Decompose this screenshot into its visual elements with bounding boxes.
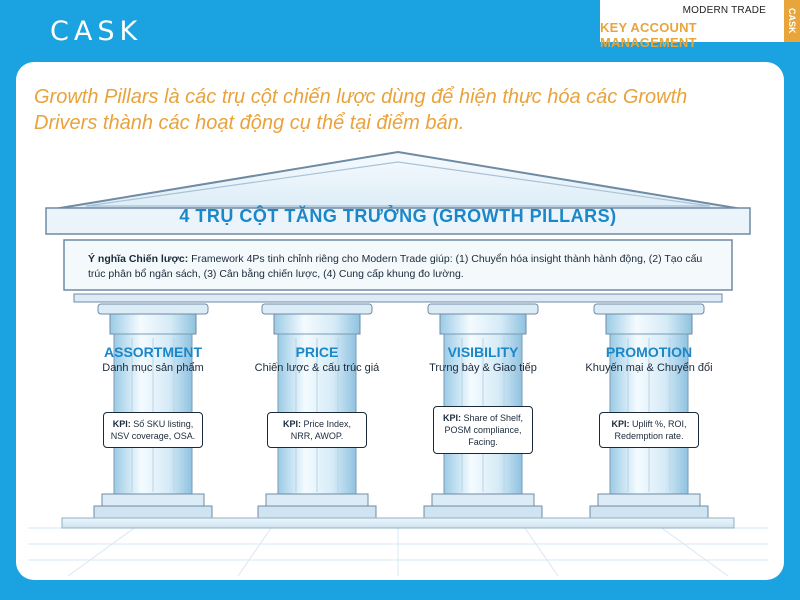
pillar-columns bbox=[94, 304, 708, 518]
intro-text: Growth Pillars là các trụ cột chiến lược dùng để hiện thực hóa các Growth Drivers thành các hoạt động cụ thể tại điểm bán. bbox=[34, 86, 688, 134]
pillar-subtitle-assortment: Danh mục sản phẩm bbox=[102, 362, 204, 374]
roof-pediment bbox=[48, 152, 748, 210]
pillar-subtitle-price: Chiến lược & cấu trúc giá bbox=[254, 362, 380, 374]
pillar-subtitle-visibility: Trưng bày & Giao tiếp bbox=[429, 362, 537, 374]
kpi-label: KPI: bbox=[282, 419, 301, 429]
kpi-text: Share of Shelf, POSM compliance, Facing. bbox=[444, 413, 524, 447]
kpi-box-price bbox=[267, 412, 367, 448]
kpi-label: KPI: bbox=[112, 419, 131, 429]
kpi-label: KPI: bbox=[442, 413, 461, 423]
growth-pillars-diagram bbox=[28, 148, 768, 576]
brand-logo: CASK bbox=[50, 16, 143, 47]
kpi-box-promotion bbox=[599, 412, 699, 448]
kpi-text: Uplift %, ROI, Redemption rate. bbox=[614, 419, 687, 441]
pillar-name-visibility: VISIBILITY bbox=[447, 344, 519, 360]
kpi-box-visibility bbox=[433, 406, 533, 454]
pillar-name-assortment: ASSORTMENT bbox=[104, 344, 202, 360]
course-tag bbox=[600, 0, 800, 50]
pillar-name-promotion: PROMOTION bbox=[605, 344, 693, 360]
diagram-title: 4 TRỤ CỘT TĂNG TRƯỞNG (GROWTH PILLARS) bbox=[179, 206, 617, 226]
tag-line-2: KEY ACCOUNT MANAGEMENT bbox=[600, 20, 697, 50]
pillar-name-price: PRICE bbox=[295, 344, 339, 360]
kpi-text: Price Index, NRR, AWOP. bbox=[290, 419, 352, 441]
content-card bbox=[16, 62, 784, 580]
temple-base bbox=[62, 518, 734, 528]
pillar-subtitle-promotion: Khuyến mại & Chuyển đổi bbox=[585, 362, 713, 374]
kpi-text: Số SKU listing, NSV coverage, OSA. bbox=[110, 419, 196, 441]
strategic-meaning bbox=[88, 252, 708, 282]
meaning-label: Ý nghĩa Chiến lược: bbox=[88, 253, 189, 265]
kpi-label: KPI: bbox=[611, 419, 630, 429]
tag-line-1: MODERN TRADE bbox=[682, 5, 766, 16]
meaning-text: Framework 4Ps tinh chỉnh riêng cho Modern Trade giúp: (1) Chuyển hóa insight thành hành động, (2) Tạo cấu trúc phân bổ ngân sách, (3) Cân bằng chiến lược, (4) Cung cấp khung đo lường. bbox=[88, 253, 703, 280]
kpi-box-assortment bbox=[103, 412, 203, 448]
tag-side-label: CASK bbox=[784, 0, 800, 42]
